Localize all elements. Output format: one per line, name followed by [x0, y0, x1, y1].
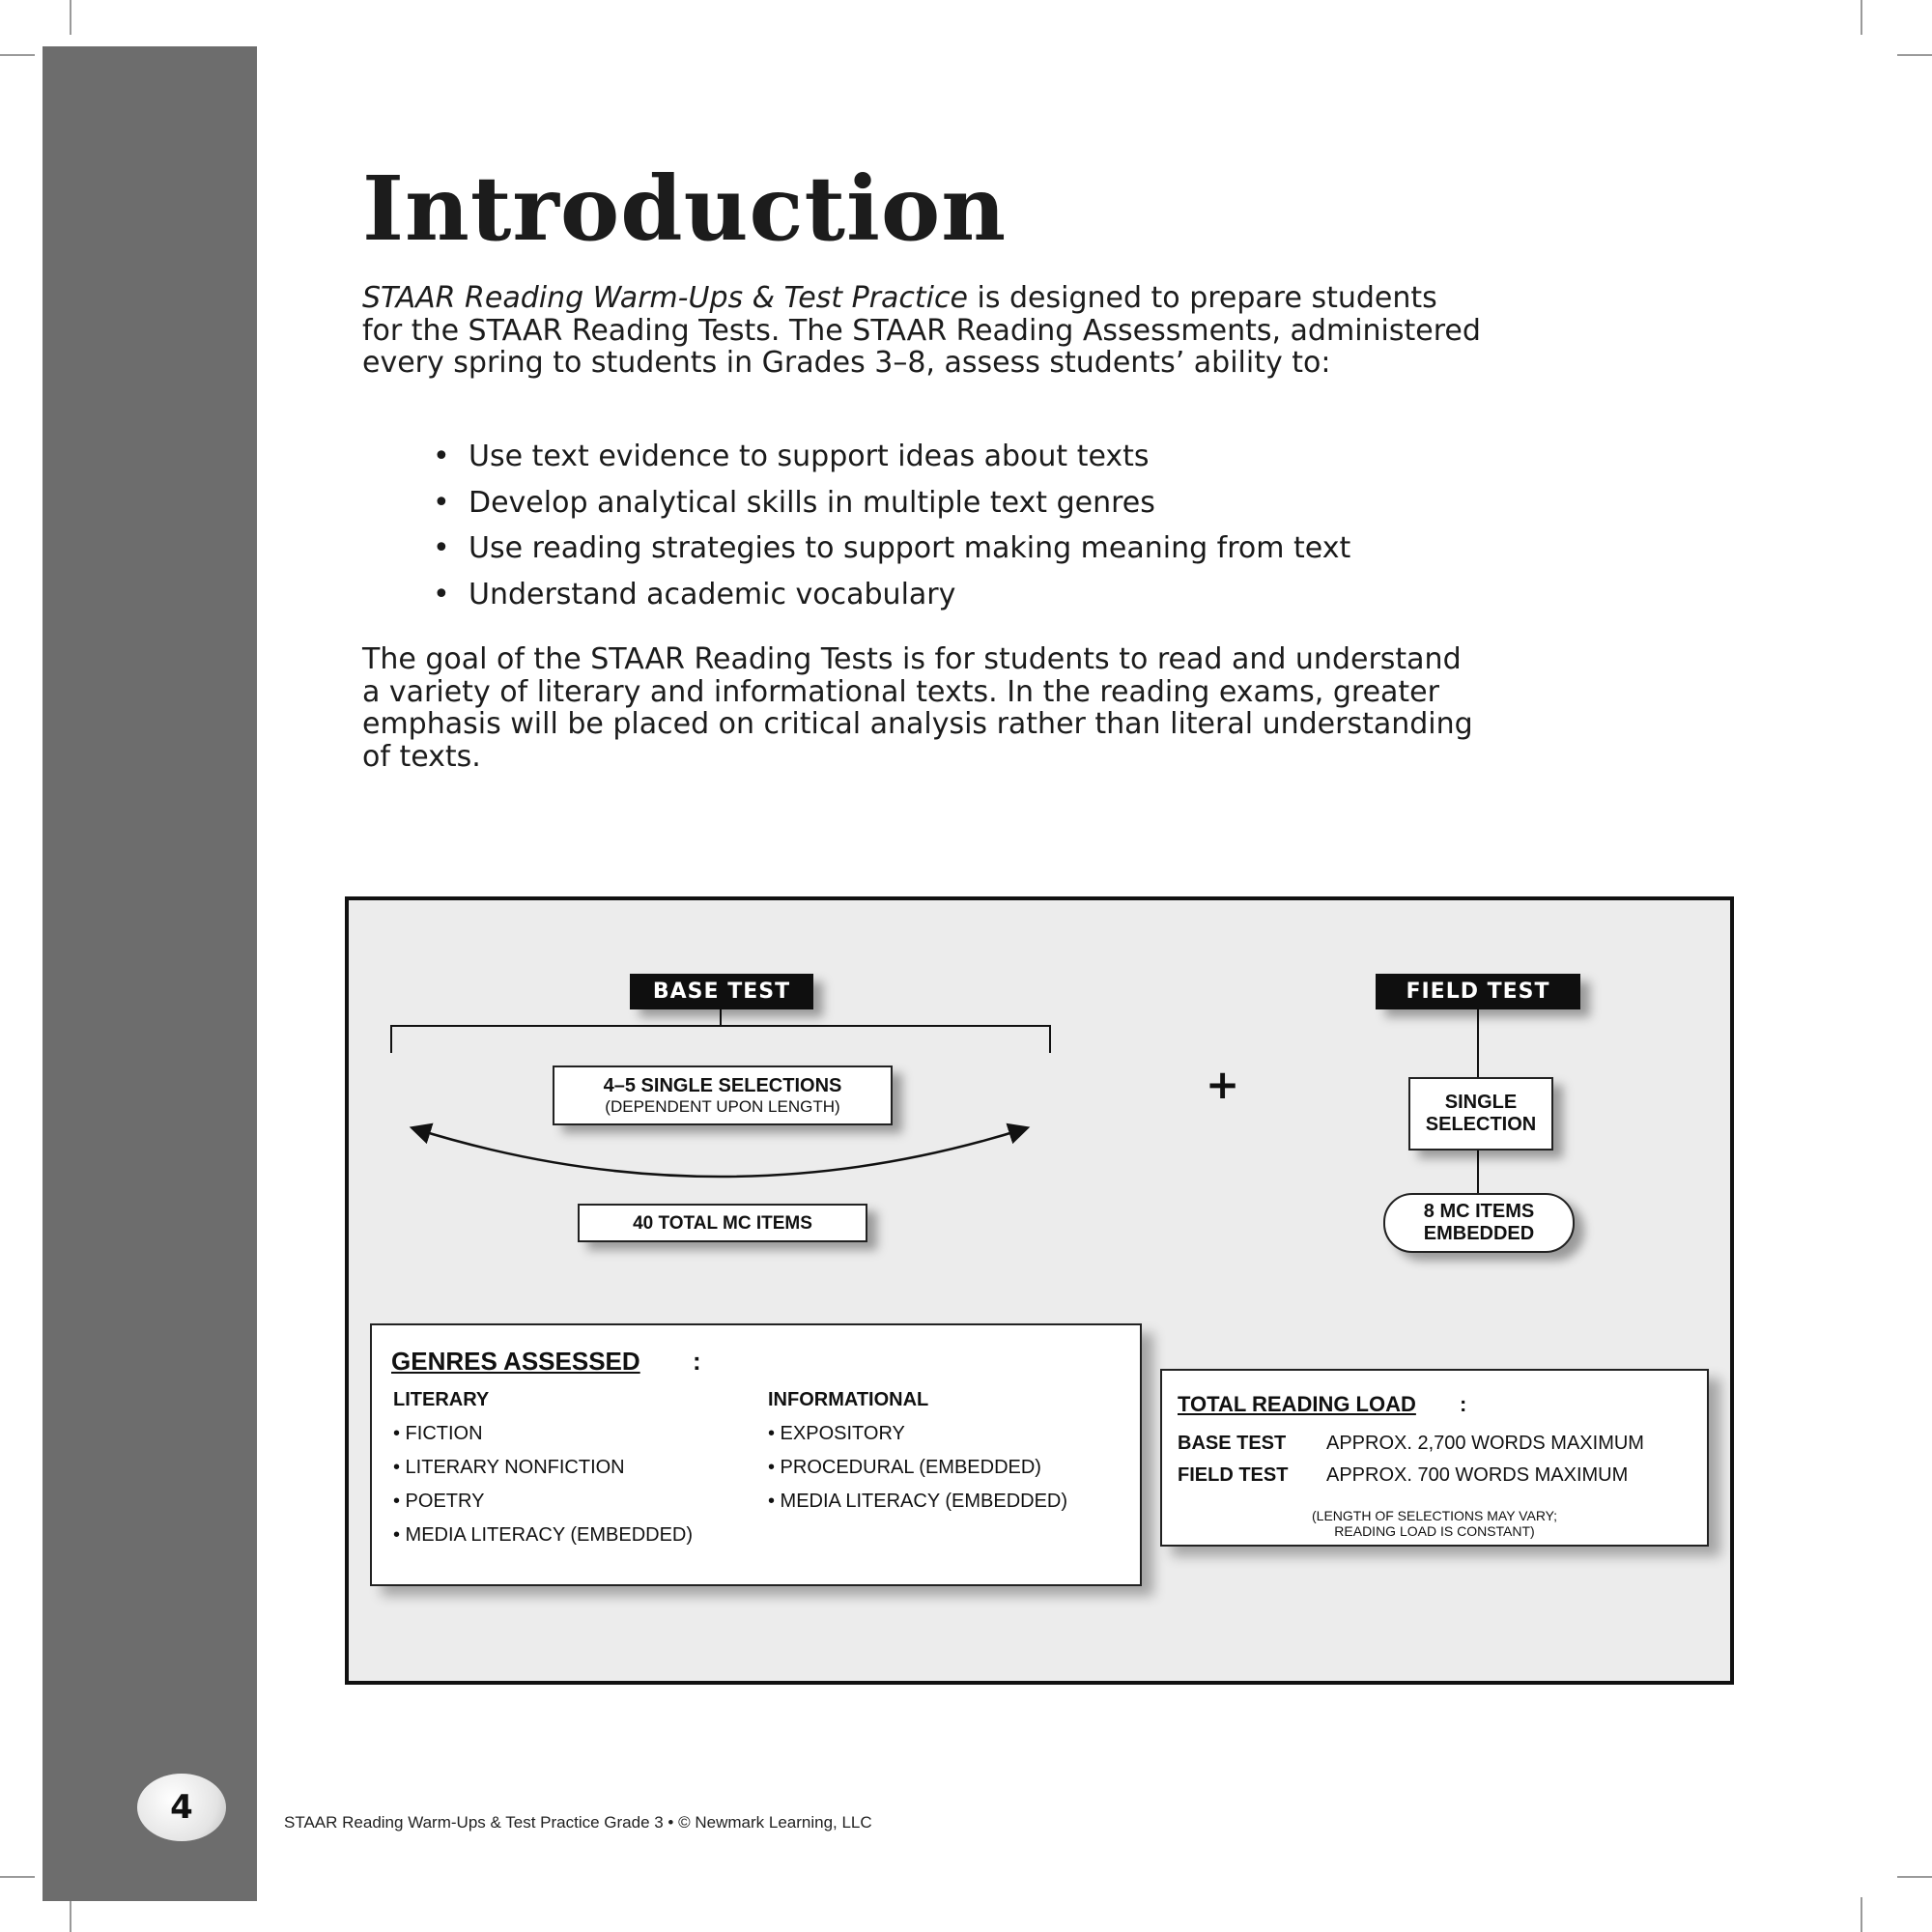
field-items-line2: EMBEDDED — [1423, 1223, 1535, 1244]
crop-mark — [1861, 1897, 1862, 1932]
list-item: • EXPOSITORY — [768, 1423, 905, 1444]
literary-heading: LITERARY — [393, 1389, 490, 1410]
note-line: READING LOAD IS CONSTANT) — [1334, 1523, 1535, 1539]
field-test-items-pill — [1383, 1193, 1575, 1253]
field-selection-line2: SELECTION — [1425, 1114, 1537, 1135]
reading-load-title-colon: : — [1460, 1392, 1467, 1416]
crop-mark — [0, 54, 35, 56]
list-item: • Understand academic vocabulary — [433, 578, 1350, 624]
genres-title: GENRES ASSESSED — [391, 1347, 640, 1376]
field-selection-line1: SINGLE — [1444, 1092, 1518, 1113]
crop-mark — [0, 1876, 35, 1878]
crop-mark — [70, 0, 71, 35]
footer-text: STAAR Reading Warm-Ups & Test Practice Grade 3 • © Newmark Learning, LLC — [284, 1813, 872, 1832]
list-item: • FICTION — [393, 1423, 483, 1444]
reading-load-box — [1160, 1369, 1709, 1547]
field-items-line1: 8 MC ITEMS — [1423, 1201, 1535, 1222]
page-title: Introduction — [362, 156, 1008, 261]
list-item: • Use reading strategies to support making meaning from text — [433, 531, 1350, 578]
crop-mark — [1861, 0, 1862, 35]
selections-note: (DEPENDENT UPON LENGTH) — [605, 1097, 840, 1116]
crop-mark — [1897, 54, 1932, 56]
intro-text: is designed to prepare students for the STAAR Reading Tests. The STAAR Reading Assessments, administered every spring to students in Grades 3–8, assess students’ ability to: — [362, 281, 1481, 380]
reading-load-title: TOTAL READING LOAD — [1178, 1392, 1416, 1416]
intro-paragraph — [362, 282, 1483, 380]
field-test-selection-box — [1408, 1077, 1553, 1151]
list-item: • PROCEDURAL (EMBEDDED) — [768, 1457, 1041, 1478]
base-test-selections-box — [553, 1065, 893, 1125]
skills-list — [433, 440, 1350, 623]
list-item: • MEDIA LITERACY (EMBEDDED) — [393, 1524, 694, 1546]
goal-paragraph: The goal of the STAAR Reading Tests is for students to read and understand a variety of literary and informational texts. In the reading exams, greater emphasis will be placed on critical analysis rather than literal understanding of texts. — [362, 642, 1473, 774]
reading-load-row — [1178, 1464, 1628, 1487]
selections-count: 4–5 SINGLE SELECTIONS — [603, 1075, 842, 1096]
reading-load-row — [1178, 1433, 1644, 1455]
genres-assessed-box — [370, 1323, 1142, 1586]
base-test-items-box — [578, 1204, 867, 1242]
book-title: STAAR Reading Warm-Ups & Test Practice — [362, 281, 968, 315]
literary-column — [393, 1389, 693, 1558]
list-item: • Develop analytical skills in multiple text genres — [433, 486, 1350, 532]
note-line: (LENGTH OF SELECTIONS MAY VARY; — [1312, 1508, 1557, 1523]
genres-title-colon: : — [693, 1347, 701, 1376]
plus-sign: + — [1206, 1061, 1240, 1108]
field-test-label: FIELD TEST — [1376, 974, 1580, 1009]
informational-column — [768, 1389, 1067, 1524]
base-test-items: 40 TOTAL MC ITEMS — [633, 1212, 812, 1234]
base-test-label: BASE TEST — [630, 974, 813, 1009]
sidebar-stripe — [43, 46, 257, 1901]
list-item: • POETRY — [393, 1491, 485, 1512]
reading-load-note — [1162, 1508, 1707, 1539]
reading-load-value: APPROX. 2,700 WORDS MAXIMUM — [1326, 1433, 1644, 1454]
list-item: • MEDIA LITERACY (EMBEDDED) — [768, 1491, 1068, 1512]
reading-load-label: BASE TEST — [1178, 1433, 1287, 1454]
reading-load-label: FIELD TEST — [1178, 1464, 1289, 1486]
list-item: • LITERARY NONFICTION — [393, 1457, 625, 1478]
informational-heading: INFORMATIONAL — [768, 1389, 929, 1410]
list-item: • Use text evidence to support ideas about texts — [433, 440, 1350, 486]
page-number: 4 — [170, 1788, 193, 1827]
crop-mark — [1897, 1876, 1932, 1878]
crop-mark — [70, 1897, 71, 1932]
reading-load-value: APPROX. 700 WORDS MAXIMUM — [1326, 1464, 1629, 1486]
page-number-badge — [137, 1774, 226, 1841]
